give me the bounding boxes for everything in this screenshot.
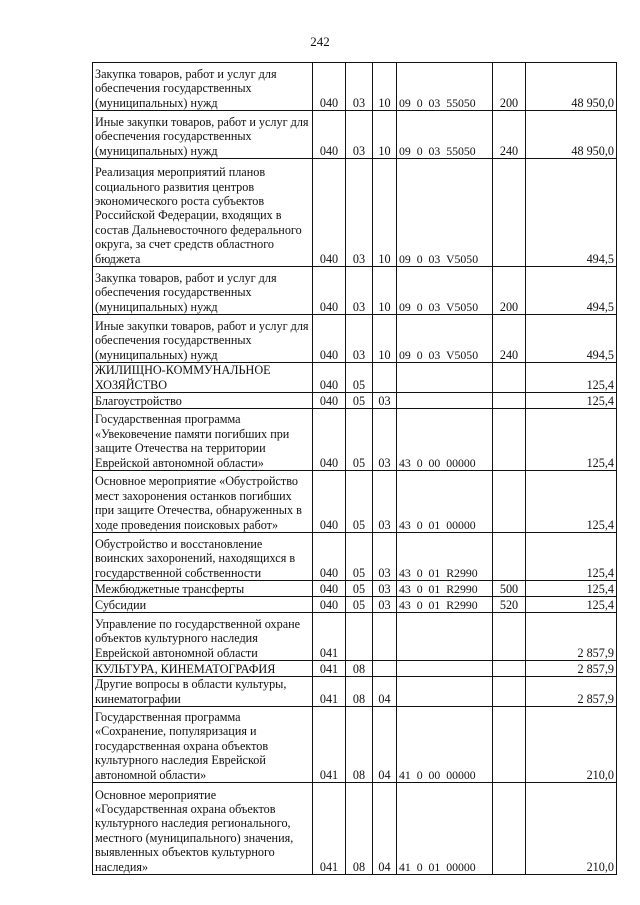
row-name-text: Государственная программа «Сохранение, популяризация и государственная охрана объектов культурного наследия Еврейской автономной области» [95, 709, 269, 782]
row-subsection-code [373, 581, 397, 597]
row-sum [526, 267, 617, 315]
row-subsection-code-text: 03 [378, 455, 391, 470]
table-row [93, 267, 617, 315]
row-ministry-code-text: 041 [319, 767, 339, 782]
table-row [93, 393, 617, 409]
row-target-code [397, 533, 493, 581]
row-expense-type-code-text: 200 [499, 299, 519, 314]
row-ministry-code [313, 581, 346, 597]
row-sum-text: 494,5 [586, 299, 614, 314]
table-row [93, 533, 617, 581]
row-subsection-code [373, 783, 397, 875]
row-subsection-code-text: 04 [378, 859, 391, 874]
row-expense-type-code [493, 267, 526, 315]
row-name [93, 315, 313, 363]
row-ministry-code [313, 677, 346, 707]
table-row [93, 111, 617, 159]
row-sum [526, 63, 617, 111]
row-subsection-code-text: 03 [378, 597, 391, 612]
row-sum [526, 471, 617, 533]
row-name-text: Благоустройство [95, 393, 182, 408]
row-name [93, 707, 313, 783]
row-section-code-text: 05 [352, 581, 366, 596]
row-name [93, 267, 313, 315]
row-name-text: Иные закупки товаров, работ и услуг для обеспечения государственных (муниципальных) нужд [95, 114, 309, 158]
row-section-code-text: 05 [352, 597, 366, 612]
row-ministry-code-text: 040 [319, 299, 339, 314]
row-section-code-text: 08 [352, 767, 366, 782]
row-ministry-code [313, 471, 346, 533]
row-sum [526, 315, 617, 363]
row-ministry-code-text: 040 [319, 377, 339, 392]
row-section-code-text: 03 [352, 95, 366, 110]
row-sum [526, 613, 617, 661]
row-subsection-code [373, 597, 397, 613]
row-subsection-code-text: 10 [378, 347, 391, 362]
row-section-code-text: 05 [352, 455, 366, 470]
row-expense-type-code [493, 63, 526, 111]
row-expense-type-code [493, 707, 526, 783]
row-sum [526, 597, 617, 613]
row-subsection-code-text: 03 [378, 565, 391, 580]
budget-table-body [93, 63, 617, 875]
row-name-text: Другие вопросы в области культуры, кинематографии [95, 677, 287, 706]
row-sum-text: 2 857,9 [577, 645, 614, 660]
row-expense-type-code [493, 111, 526, 159]
row-expense-type-code [493, 783, 526, 875]
row-section-code [346, 159, 373, 267]
row-name-text: Субсидии [95, 597, 147, 612]
row-subsection-code [373, 315, 397, 363]
table-row [93, 677, 617, 707]
row-section-code [346, 363, 373, 393]
table-row [93, 597, 617, 613]
row-ministry-code-text: 040 [319, 517, 339, 532]
row-sum-text: 125,4 [586, 517, 614, 532]
row-ministry-code-text: 040 [319, 565, 339, 580]
row-sum-text: 48 950,0 [571, 143, 614, 158]
row-target-code-text: 41 0 00 00000 [399, 767, 476, 782]
row-subsection-code-text: 03 [378, 393, 391, 408]
row-name-text: Закупка товаров, работ и услуг для обеспечения государственных (муниципальных) нужд [95, 270, 277, 314]
row-section-code-text: 03 [352, 299, 366, 314]
row-ministry-code-text: 040 [319, 455, 339, 470]
row-ministry-code-text: 040 [319, 347, 339, 362]
row-target-code-text: 43 0 01 R2990 [399, 597, 478, 612]
row-sum-text: 125,4 [586, 455, 614, 470]
row-expense-type-code [493, 315, 526, 363]
table-row [93, 613, 617, 661]
row-expense-type-code-text: 200 [499, 95, 519, 110]
row-name [93, 597, 313, 613]
row-expense-type-code [493, 581, 526, 597]
row-section-code-text: 08 [352, 691, 366, 706]
row-subsection-code-text: 03 [378, 581, 391, 596]
row-name-text: Межбюджетные трансферты [95, 581, 245, 596]
row-ministry-code [313, 597, 346, 613]
row-expense-type-code [493, 363, 526, 393]
row-subsection-code [373, 159, 397, 267]
row-ministry-code [313, 707, 346, 783]
row-ministry-code-text: 040 [319, 95, 339, 110]
row-target-code-text: 43 0 01 R2990 [399, 565, 478, 580]
row-expense-type-code-text: 520 [499, 597, 519, 612]
row-expense-type-code [493, 471, 526, 533]
row-subsection-code-text: 04 [378, 691, 391, 706]
table-row [93, 661, 617, 677]
row-ministry-code-text: 040 [319, 143, 339, 158]
row-section-code-text: 03 [352, 347, 366, 362]
row-expense-type-code [493, 677, 526, 707]
row-name [93, 533, 313, 581]
row-expense-type-code [493, 409, 526, 471]
row-section-code [346, 613, 373, 661]
row-sum-text: 210,0 [586, 767, 614, 782]
row-sum [526, 707, 617, 783]
table-row [93, 707, 617, 783]
row-expense-type-code-text: 240 [499, 347, 519, 362]
row-target-code-text: 43 0 00 00000 [399, 455, 476, 470]
row-target-code [397, 315, 493, 363]
row-ministry-code-text: 040 [319, 581, 339, 596]
row-name [93, 677, 313, 707]
row-subsection-code [373, 267, 397, 315]
row-section-code-text: 05 [352, 393, 366, 408]
row-target-code-text: 09 0 03 V5050 [399, 299, 479, 314]
row-subsection-code-text: 10 [378, 143, 391, 158]
row-section-code-text: 08 [352, 859, 366, 874]
row-section-code [346, 597, 373, 613]
row-target-code [397, 267, 493, 315]
row-name [93, 111, 313, 159]
row-subsection-code [373, 409, 397, 471]
row-target-code [397, 783, 493, 875]
row-section-code [346, 677, 373, 707]
row-name-text: Закупка товаров, работ и услуг для обеспечения государственных (муниципальных) нужд [95, 66, 277, 110]
row-name [93, 393, 313, 409]
row-name-text: Управление по государственной охране объектов культурного наследия Еврейской автономной области [95, 616, 301, 660]
row-subsection-code [373, 363, 397, 393]
row-subsection-code [373, 533, 397, 581]
row-subsection-code [373, 63, 397, 111]
row-ministry-code [313, 661, 346, 677]
row-ministry-code-text: 041 [319, 645, 339, 660]
row-ministry-code-text: 041 [319, 661, 339, 676]
row-ministry-code [313, 393, 346, 409]
row-sum-text: 494,5 [586, 347, 614, 362]
row-sum-text: 494,5 [586, 251, 614, 266]
row-sum-text: 125,4 [586, 377, 614, 392]
row-sum-text: 125,4 [586, 581, 614, 596]
row-subsection-code [373, 613, 397, 661]
row-target-code-text: 09 0 03 55050 [399, 143, 476, 158]
row-name-text: Обустройство и восстановление воинских захоронений, находящихся в государственной собственности [95, 536, 296, 580]
row-sum [526, 581, 617, 597]
row-sum [526, 677, 617, 707]
row-ministry-code [313, 159, 346, 267]
row-target-code [397, 677, 493, 707]
row-sum-text: 48 950,0 [571, 95, 614, 110]
row-name-text: Основное мероприятие «Государственная охрана объектов культурного наследия регионального, местного (муниципального) значения, выявленных объектов культурного наследия» [95, 787, 294, 874]
row-name [93, 363, 313, 393]
row-subsection-code [373, 677, 397, 707]
row-target-code [397, 707, 493, 783]
row-target-code-text: 43 0 01 00000 [399, 517, 476, 532]
row-ministry-code-text: 040 [319, 597, 339, 612]
row-target-code [397, 581, 493, 597]
row-sum-text: 210,0 [586, 859, 614, 874]
row-expense-type-code-text: 240 [499, 143, 519, 158]
row-ministry-code [313, 315, 346, 363]
row-target-code [397, 471, 493, 533]
table-row [93, 409, 617, 471]
row-name [93, 783, 313, 875]
table-row [93, 363, 617, 393]
row-ministry-code-text: 041 [319, 859, 339, 874]
row-sum [526, 409, 617, 471]
row-subsection-code-text: 10 [378, 299, 391, 314]
row-target-code-text: 09 0 03 55050 [399, 95, 476, 110]
row-sum-text: 2 857,9 [577, 661, 614, 676]
page-number: 242 [310, 34, 330, 49]
row-target-code [397, 661, 493, 677]
row-section-code-text: 08 [352, 661, 366, 676]
row-section-code-text: 03 [352, 143, 366, 158]
row-target-code [397, 63, 493, 111]
row-sum-text: 125,4 [586, 393, 614, 408]
row-target-code [397, 613, 493, 661]
row-sum [526, 533, 617, 581]
row-target-code-text: 43 0 01 R2990 [399, 581, 478, 596]
row-name [93, 613, 313, 661]
table-row [93, 315, 617, 363]
row-sum [526, 393, 617, 409]
row-sum-text: 2 857,9 [577, 691, 614, 706]
row-sum [526, 111, 617, 159]
row-name-text: КУЛЬТУРА, КИНЕМАТОГРАФИЯ [95, 661, 276, 676]
row-target-code [397, 363, 493, 393]
row-subsection-code [373, 111, 397, 159]
table-row [93, 471, 617, 533]
row-target-code [397, 111, 493, 159]
row-name [93, 661, 313, 677]
row-target-code-text: 09 0 03 V5050 [399, 347, 479, 362]
row-sum [526, 783, 617, 875]
row-target-code-text: 41 0 01 00000 [399, 859, 476, 874]
row-target-code-text: 09 0 03 V5050 [399, 251, 479, 266]
row-target-code [397, 393, 493, 409]
row-section-code [346, 63, 373, 111]
row-sum-text: 125,4 [586, 597, 614, 612]
row-expense-type-code [493, 613, 526, 661]
row-ministry-code-text: 040 [319, 251, 339, 266]
row-sum-text: 125,4 [586, 565, 614, 580]
budget-table [92, 62, 617, 875]
row-ministry-code [313, 533, 346, 581]
row-expense-type-code [493, 393, 526, 409]
row-expense-type-code-text: 500 [499, 581, 519, 596]
row-section-code [346, 581, 373, 597]
row-name-text: ЖИЛИЩНО-КОММУНАЛЬНОЕ ХОЗЯЙСТВО [95, 363, 271, 392]
row-subsection-code-text: 10 [378, 251, 391, 266]
row-ministry-code-text: 041 [319, 691, 339, 706]
row-section-code-text: 05 [352, 565, 366, 580]
row-target-code [397, 409, 493, 471]
row-target-code [397, 159, 493, 267]
row-expense-type-code [493, 597, 526, 613]
row-section-code [346, 661, 373, 677]
row-subsection-code-text: 04 [378, 767, 391, 782]
row-ministry-code [313, 363, 346, 393]
row-section-code [346, 267, 373, 315]
row-section-code [346, 409, 373, 471]
row-section-code [346, 471, 373, 533]
row-name [93, 159, 313, 267]
table-row [93, 159, 617, 267]
row-subsection-code [373, 471, 397, 533]
row-subsection-code-text: 10 [378, 95, 391, 110]
row-section-code-text: 03 [352, 251, 366, 266]
row-section-code-text: 05 [352, 517, 366, 532]
row-ministry-code [313, 267, 346, 315]
row-section-code [346, 707, 373, 783]
row-expense-type-code [493, 159, 526, 267]
row-sum [526, 661, 617, 677]
row-section-code [346, 533, 373, 581]
row-ministry-code [313, 613, 346, 661]
row-name-text: Иные закупки товаров, работ и услуг для обеспечения государственных (муниципальных) нужд [95, 318, 309, 362]
row-section-code [346, 111, 373, 159]
row-target-code [397, 597, 493, 613]
row-sum [526, 363, 617, 393]
row-name-text: Основное мероприятие «Обустройство мест захоронения останков погибших при защите Отечества, обнаруженных в ходе проведения поисковых работ» [95, 474, 302, 532]
table-row [93, 63, 617, 111]
row-ministry-code-text: 040 [319, 393, 339, 408]
row-ministry-code [313, 409, 346, 471]
row-name [93, 471, 313, 533]
row-section-code [346, 315, 373, 363]
row-expense-type-code [493, 661, 526, 677]
row-sum [526, 159, 617, 267]
row-name [93, 581, 313, 597]
table-row [93, 783, 617, 875]
row-subsection-code [373, 393, 397, 409]
row-subsection-code-text: 03 [378, 517, 391, 532]
row-ministry-code [313, 63, 346, 111]
row-section-code-text: 05 [352, 377, 366, 392]
row-section-code [346, 393, 373, 409]
row-name-text: Реализация мероприятий планов социального развития центров экономического роста субъектов Российской Федерации, входящих в состав Дальневосточного федерального округа, за счет средств областного бюджета [95, 165, 302, 266]
row-name [93, 63, 313, 111]
row-name [93, 409, 313, 471]
row-section-code [346, 783, 373, 875]
row-name-text: Государственная программа «Увековечение памяти погибших при защите Отечества на территории Еврейской автономной области» [95, 412, 290, 470]
row-subsection-code [373, 661, 397, 677]
row-expense-type-code [493, 533, 526, 581]
row-ministry-code [313, 111, 346, 159]
row-subsection-code [373, 707, 397, 783]
row-ministry-code [313, 783, 346, 875]
table-row [93, 581, 617, 597]
